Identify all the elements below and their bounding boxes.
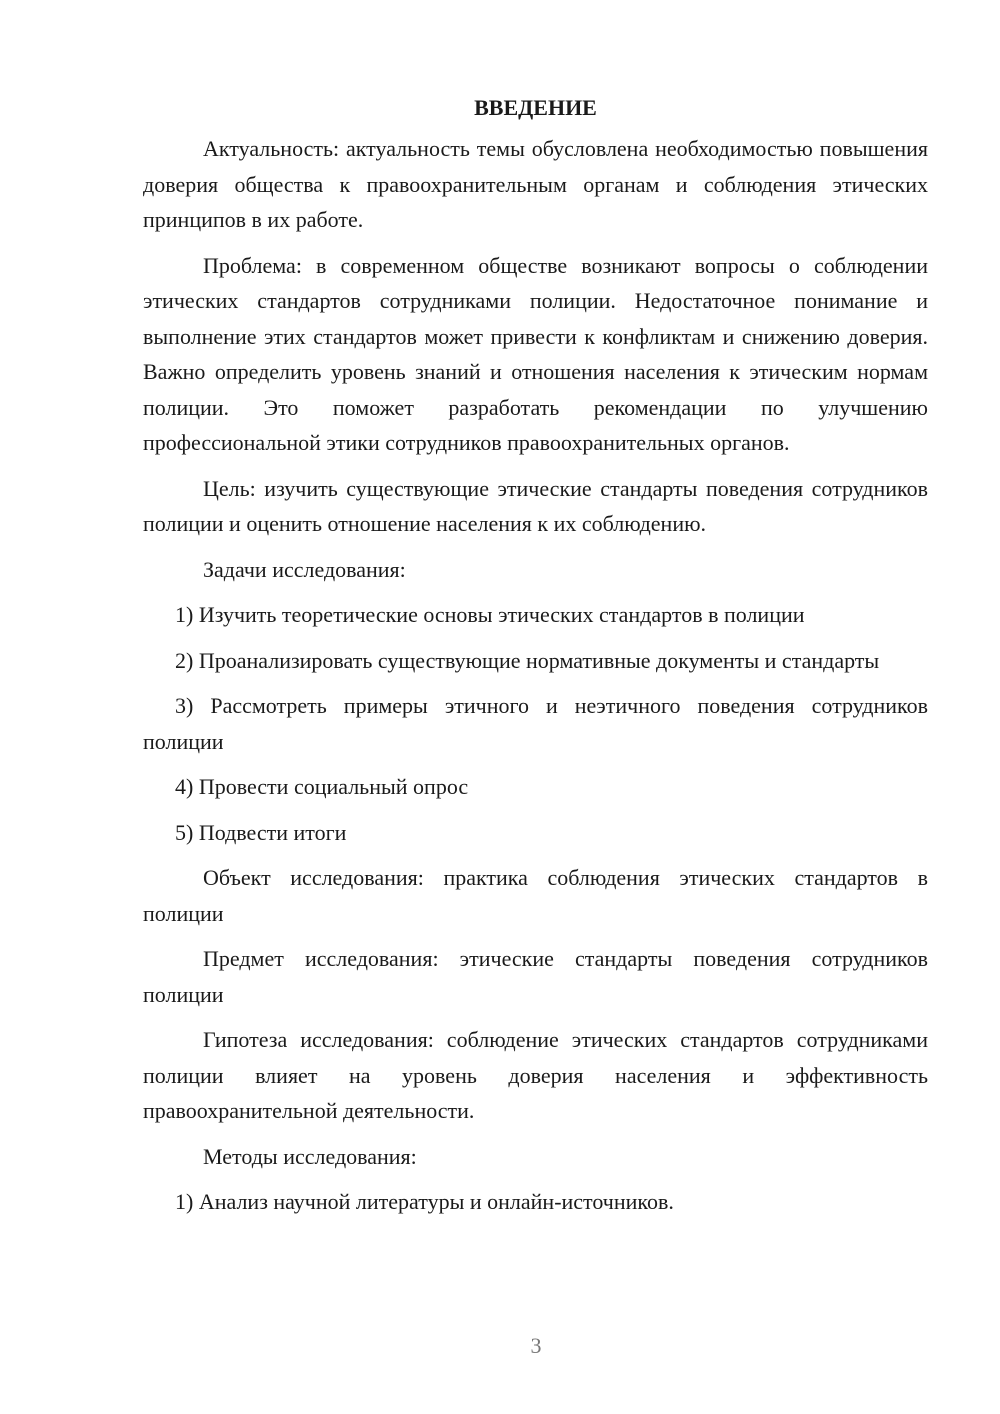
page-number: 3 (530, 1333, 542, 1358)
task-item: 3) Рассмотреть примеры этичного и неэтичного поведения сотрудников полиции (143, 693, 928, 754)
relevance-paragraph: Актуальность: актуальность темы обусловлена необходимостью повышения доверия общества к правоохранительным органам и соблюдения этических принципов в их работе. (143, 136, 928, 232)
page-content (143, 90, 928, 1230)
task-item: 5) Подвести итоги (175, 819, 347, 845)
method-item: 1) Анализ научной литературы и онлайн-источников. (175, 1189, 674, 1214)
subject-paragraph: Предмет исследования: этические стандарты поведения сотрудников полиции (143, 946, 928, 1007)
methods-heading: Методы исследования: (203, 1143, 417, 1169)
goal-paragraph: Цель: изучить существующие этические стандарты поведения сотрудников полиции и оценить отношение населения к их соблюдению. (143, 475, 928, 536)
tasks-heading: Задачи исследования: (203, 556, 406, 582)
problem-paragraph: Проблема: в современном обществе возникают вопросы о соблюдении этических стандартов сотрудниками полиции. Недостаточное понимание и выполнение этих стандартов может привести к конфликтам и снижению доверия. Важно определить уровень знаний и отношения населения к этическим нормам полиции. Это поможет разработать рекомендации по улучшению профессиональной этики сотрудников правоохранительных органов. (143, 252, 928, 455)
task-item: 4) Провести социальный опрос (175, 774, 469, 799)
object-paragraph: Объект исследования: практика соблюдения этических стандартов в полиции (143, 865, 928, 926)
task-item: 2) Проанализировать существующие нормативные документы и стандарты (175, 647, 880, 673)
task-item: 1) Изучить теоретические основы этических стандартов в полиции (175, 602, 805, 627)
hypothesis-paragraph: Гипотеза исследования: соблюдение этических стандартов сотрудниками полиции влияет на уровень доверия населения и эффективность правоохранительной деятельности. (143, 1027, 928, 1123)
page-title: ВВЕДЕНИЕ (474, 95, 597, 120)
